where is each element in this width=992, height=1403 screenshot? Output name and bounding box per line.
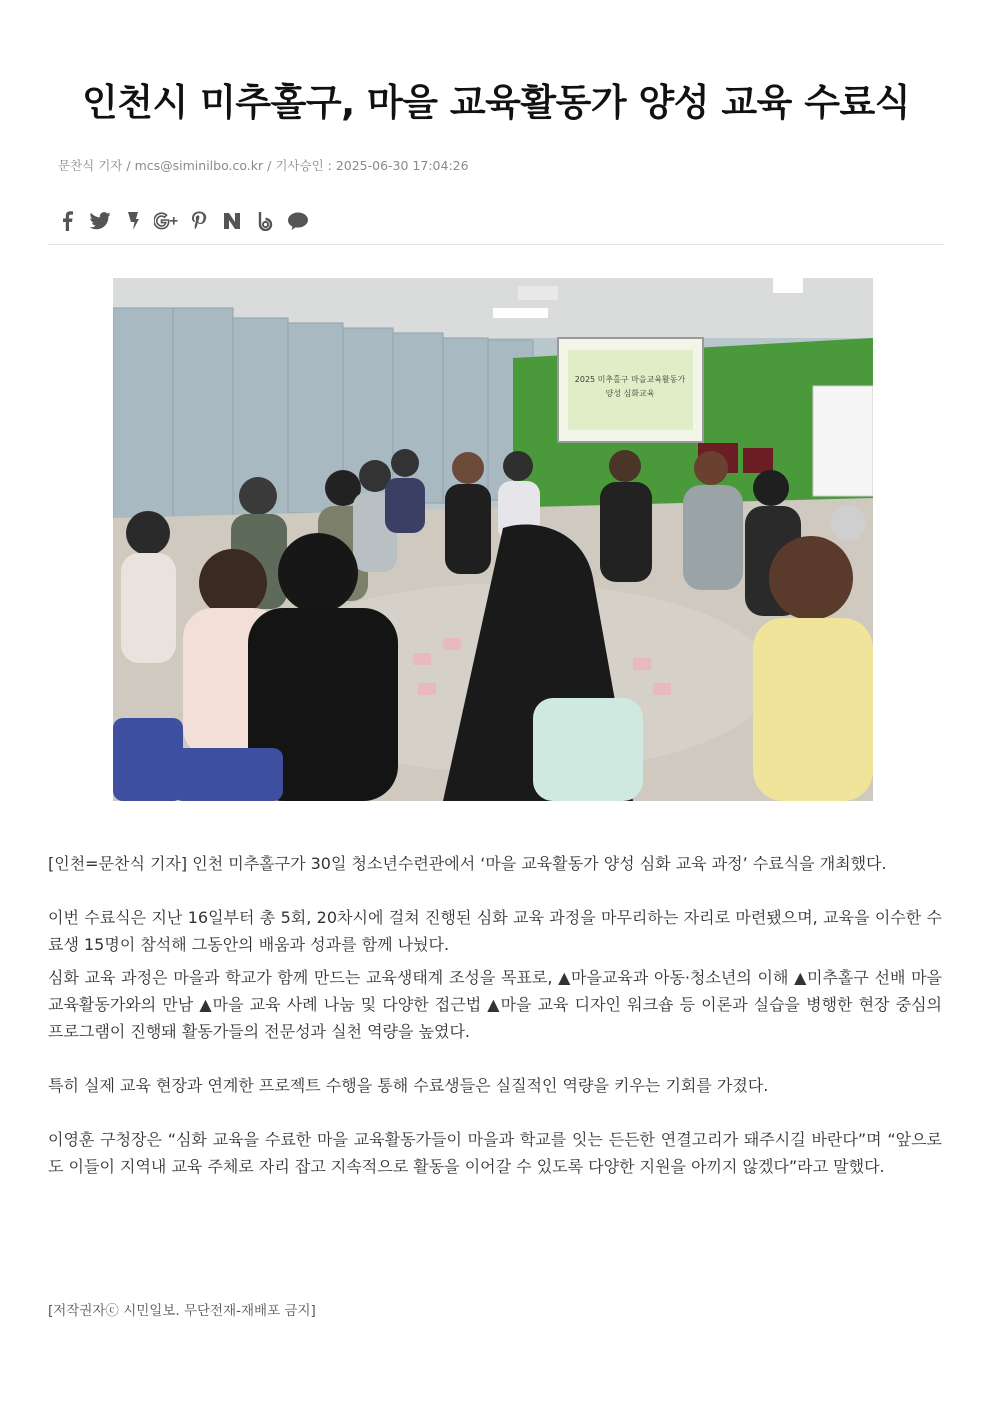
article-paragraph-2: 이번 수료식은 지난 16일부터 총 5회, 20차시에 걸쳐 진행된 심화 교육 과정을 마무리하는 자리로 마련됐으며, 교육을 이수한 수료생 15명이 참석해 그동안의 배움과 성과를 함께 나눴다. (48, 908, 942, 954)
google-plus-icon[interactable] (153, 208, 179, 234)
byline-email[interactable]: mcs@siminilbo.co.kr (134, 158, 264, 173)
byline: 문찬식 기자 / mcs@siminilbo.co.kr / 기사승인 : 2025-06-30 17:04:26 (58, 158, 469, 173)
byline-approved-time: 기사승인 : 2025-06-30 17:04:26 (275, 158, 469, 173)
article-paragraph-3: 심화 교육 과정은 마을과 학교가 함께 만드는 교육생태계 조성을 목표로, ▲마을교육과 아동·청소년의 이해 ▲미추홀구 선배 마을 교육활동가와의 만남 ▲마을 교육 사례 나눔 및 다양한 접근법 ▲마을 교육 디자인 워크숍 등 이론과 실습을 병행한 현장 중심의 프로그램이 진행돼 활동가들의 전문성과 실천 역량을 높였다. (48, 968, 942, 1041)
article-paragraph-4: 특히 실제 교육 현장과 연계한 프로젝트 수행을 통해 수료생들은 실질적인 역량을 키우는 기회를 가졌다. (48, 1076, 769, 1095)
band-icon[interactable] (252, 208, 278, 234)
screen-subtitle: 양성 심화교육 (605, 389, 655, 398)
facebook-icon[interactable] (54, 208, 80, 234)
article-photo (113, 278, 873, 801)
byline-author: 문찬식 기자 (58, 158, 123, 173)
article-paragraph-1: [인천=문찬식 기자] 인천 미추홀구가 30일 청소년수련관에서 ‘마을 교육활동가 양성 심화 교육 과정’ 수료식을 개최했다. (48, 854, 887, 873)
twitter-icon[interactable] (87, 208, 113, 234)
screen-title: 2025 미추홀구 마을교육활동가 (574, 375, 686, 384)
header-divider (48, 244, 944, 245)
copyright-notice: [저작권자ⓒ 시민일보. 무단전재-재배포 금지] (48, 1303, 316, 1319)
kakaostory-icon[interactable] (120, 208, 146, 234)
share-bar (54, 208, 318, 234)
pinterest-icon[interactable] (186, 208, 212, 234)
naver-icon[interactable] (219, 208, 245, 234)
article-paragraph-5: 이영훈 구청장은 “심화 교육을 수료한 마을 교육활동가들이 마을과 학교를 잇는 든든한 연결고리가 돼주시길 바란다”며 “앞으로도 이들이 지역내 교육 주체로 자리 잡고 지속적으로 활동을 이어갈 수 있도록 다양한 지원을 아끼지 않겠다”라고 말했다. (48, 1130, 942, 1176)
kakaotalk-icon[interactable] (285, 208, 311, 234)
article-title: 인천시 미추홀구, 마을 교육활동가 양성 교육 수료식 (82, 81, 910, 124)
article-body (48, 850, 942, 1180)
